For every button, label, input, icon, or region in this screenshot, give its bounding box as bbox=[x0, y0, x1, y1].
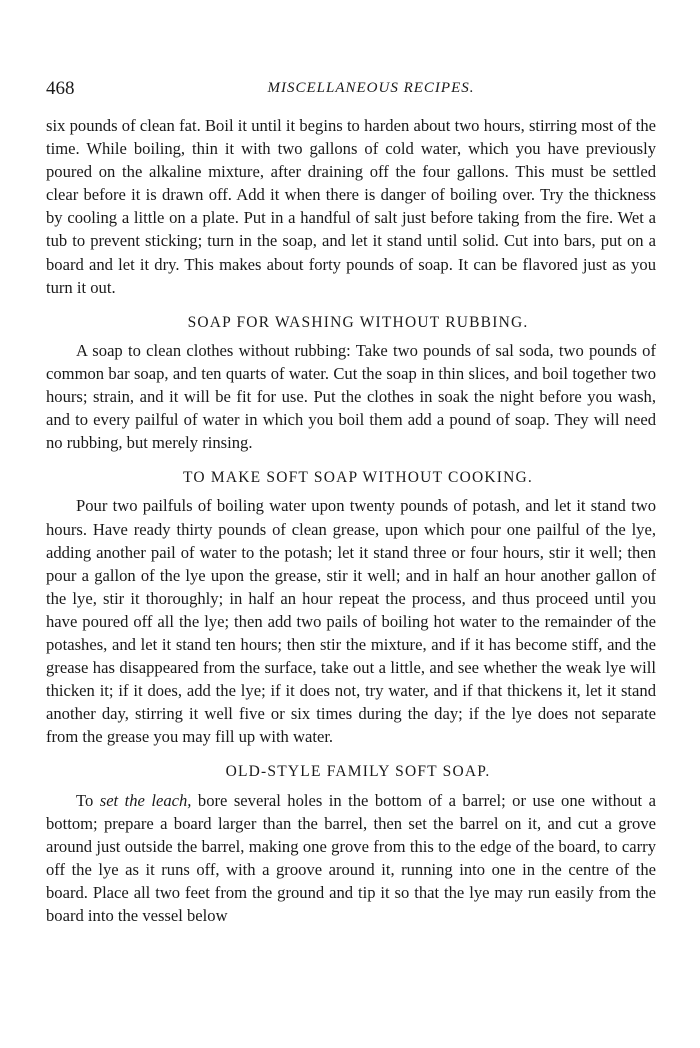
page-body bbox=[46, 114, 656, 927]
running-title: MISCELLANEOUS RECIPES. bbox=[267, 80, 475, 96]
paragraph-rest: bore several holes in the bottom of a barrel; or use one without a bottom; prepare a board larger than the barrel, then set the barrel on it, and cut a grove around just outside the barrel, making one grove from this to the edge of the board, to carry off the lye as it runs off, with a groove around it, running into one in the centre of the board. Place all two feet from the ground and tip it so that the lye may run easily from the board into the vessel below bbox=[46, 790, 656, 925]
section-heading-washing-soap: SOAP FOR WASHING WITHOUT RUBBING. bbox=[187, 313, 529, 331]
continued-paragraph: six pounds of clean fat. Boil it until it begins to harden about two hours, stirring most of the time. While boiling, thin it with two gallons of cold water, which you have previously poured on the alkaline mixture, after draining off the four gallons. This must be settled clear before it is drawn off. Add it when there is danger of boiling over. Try the thickness by cooling a little on a plate. Put in a handful of salt just before taking from the fire. Wet a tub to prevent sticking; turn in the soap, and let it stand until solid. Cut into bars, put on a board and let it dry. This makes about forty pounds of soap. It can be flavored just as you turn it out. bbox=[46, 116, 656, 297]
paragraph-lead: To bbox=[76, 790, 100, 810]
section-paragraph-old-style-soap bbox=[46, 789, 656, 928]
section-heading-soft-soap: TO MAKE SOFT SOAP WITHOUT COOKING. bbox=[183, 469, 533, 487]
section-heading-old-style-soap: OLD-STYLE FAMILY SOFT SOAP. bbox=[225, 763, 491, 781]
paragraph-italic-phrase: set the leach, bbox=[99, 790, 192, 810]
section-paragraph-soft-soap: Pour two pailfuls of boiling water upon twenty pounds of potash, and let it stand two hours. Have ready thirty pounds of clean grease, upon which pour one pailful of the lye, adding another pail of water to the potash; let it stand three or four hours, stir it well; then pour a gallon of the lye upon the grease, stir it well; and in half an hour another gallon of the lye, stir it thoroughly; in half an hour repeat the process, and thus proceed until you have poured off all the lye; then add two pails of boiling hot water to the remainder of the potashes, and let it stand ten hours; then stir the mixture, and if it has become stiff, and the grease has disappeared from the surface, take out a little, and see whether the weak lye will thicken it; if it does, add the lye; if it does not, try water, and if that thickens it, let it stand another day, stirring it well five or six times during the day; if the lye does not separate from the grease you may fill up with water. bbox=[46, 496, 656, 747]
page-number: 468 bbox=[46, 78, 75, 99]
section-paragraph-washing-soap: A soap to clean clothes without rubbing: Take two pounds of sal soda, two pounds of common bar soap, and ten quarts of water. Cut the soap in thin slices, and boil together two hours; strain, and it will be fit for use. Put the clothes in soak the night before you wash, and to every pailful of water in which you boil them add a pound of soap. They will need no rubbing, but merely rinsing. bbox=[46, 340, 656, 453]
page-header bbox=[46, 78, 656, 102]
